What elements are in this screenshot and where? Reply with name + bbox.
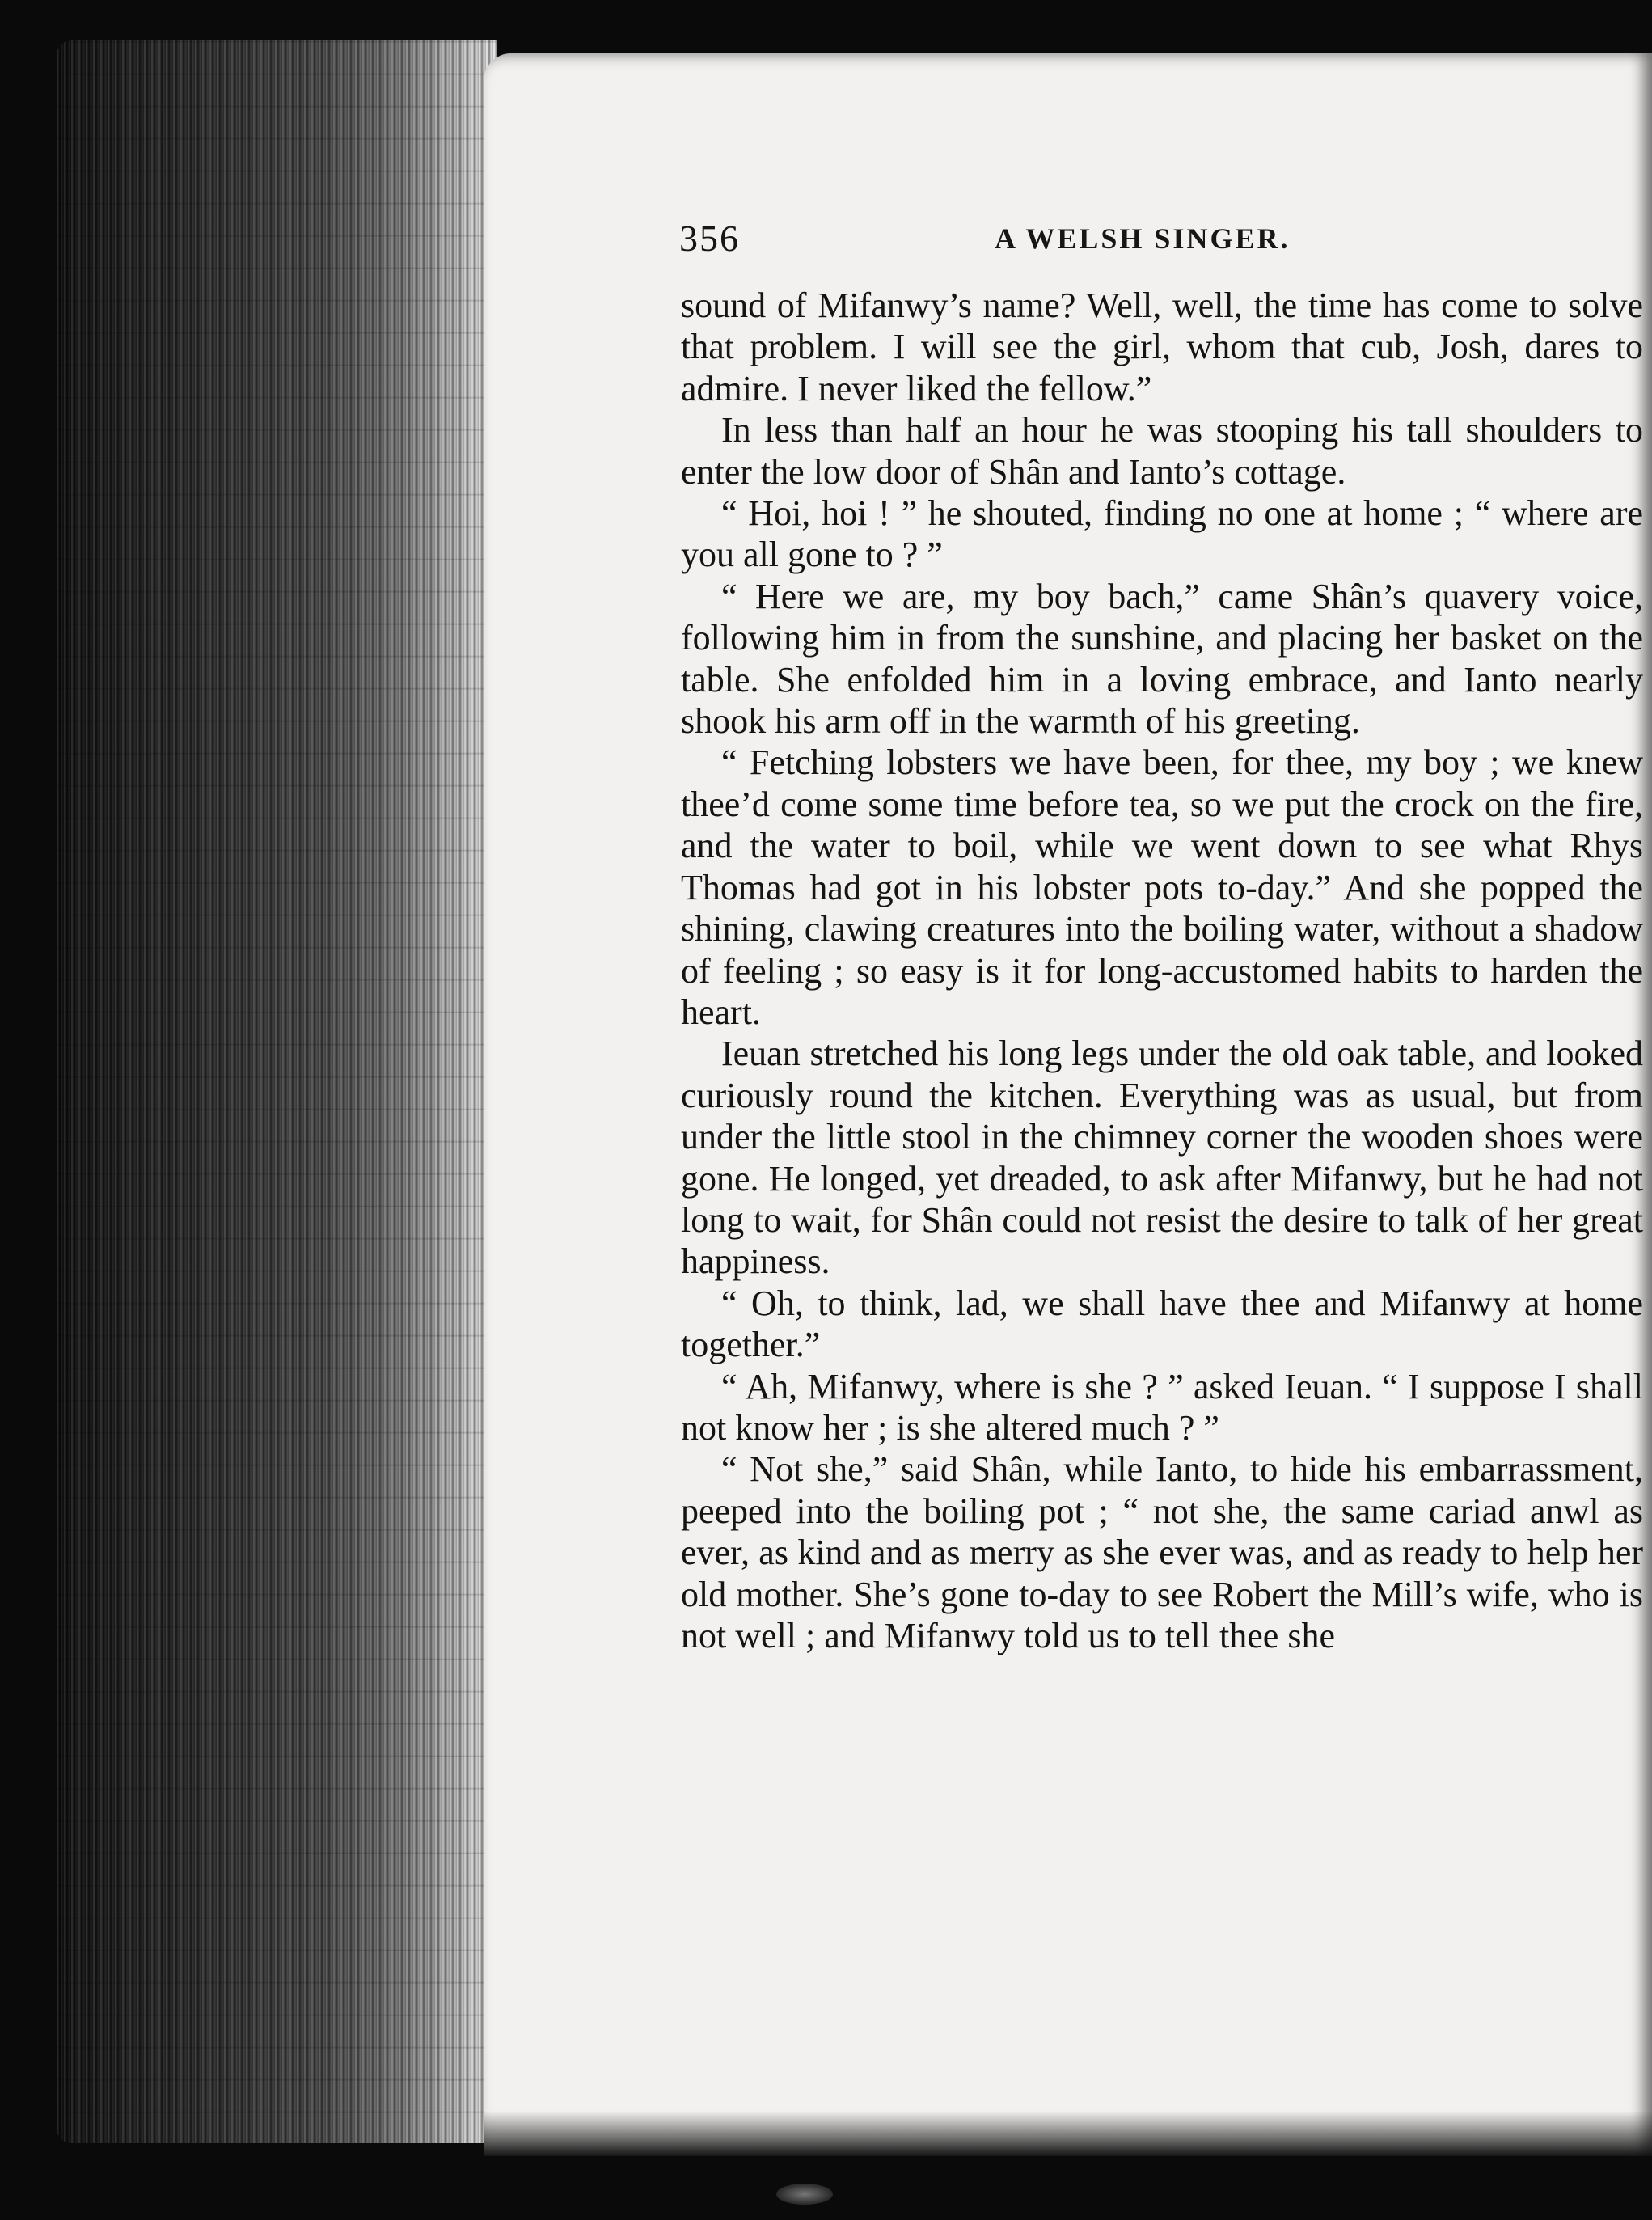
paragraph: “ Here we are, my boy bach,” came Shân’s quavery voice, following him in from the sunshine, and placing her basket on the table. She enfolded him in a loving embrace, and Ianto nearly shook his arm off in the warmth of his greeting.	[681, 576, 1643, 742]
page-bottom-shadow	[484, 2111, 1652, 2220]
paragraph: Ieuan stretched his long legs under the old oak table, and looked curiously round the kitchen. Everything was as usual, but from under the little stool in the chimney corner the wooden shoes were gone. He longed, yet dreaded, to ask after Mifanwy, but he had not long to wait, for Shân could not resist the desire to talk of her great happiness.	[681, 1034, 1643, 1282]
paragraph: “ Ah, Mifanwy, where is she ? ” asked Ieuan. “ I suppose I shall not know her ; is she altered much ? ”	[681, 1366, 1643, 1448]
paragraph: In less than half an hour he was stooping his tall shoulders to enter the low door of Shân and Ianto’s cottage.	[681, 410, 1643, 492]
body-text	[681, 285, 1643, 1656]
binding-mark	[776, 2184, 833, 2205]
page-edge-texture	[57, 40, 497, 2143]
page-header	[679, 217, 1633, 265]
book-page-edges	[57, 40, 497, 2143]
page-number: 356	[679, 218, 740, 259]
paragraph: “ Oh, to think, lad, we shall have thee and Mifanwy at home together.”	[681, 1283, 1643, 1365]
paragraph: “ Fetching lobsters we have been, for thee, my boy ; we knew thee’d come some time before tea, so we put the crock on the fire, and the water to boil, while we went down to see what Rhys Thomas had got in his lobster pots to-day.” And she popped the shining, clawing creatures into the boiling water, without a shadow of feeling ; so easy is it for long-accustomed habits to harden the heart.	[681, 742, 1643, 1032]
paragraph: “ Not she,” said Shân, while Ianto, to hide his embarrassment, peeped into the boiling pot ; “ not she, the same cariad anwl as ever, as kind and as merry as she ever was, and as ready to help her old mother. She’s gone to-day to see Robert the Mill’s wife, who is not well ; and Mifanwy told us to tell thee she	[681, 1449, 1643, 1655]
running-title: A WELSH SINGER.	[995, 222, 1291, 255]
paragraph: sound of Mifanwy’s name? Well, well, the time has come to solve that problem. I will see the girl, whom that cub, Josh, dares to admire. I never liked the fellow.”	[681, 285, 1643, 408]
paragraph: “ Hoi, hoi ! ” he shouted, finding no one at home ; “ where are you all gone to ? ”	[681, 493, 1643, 575]
